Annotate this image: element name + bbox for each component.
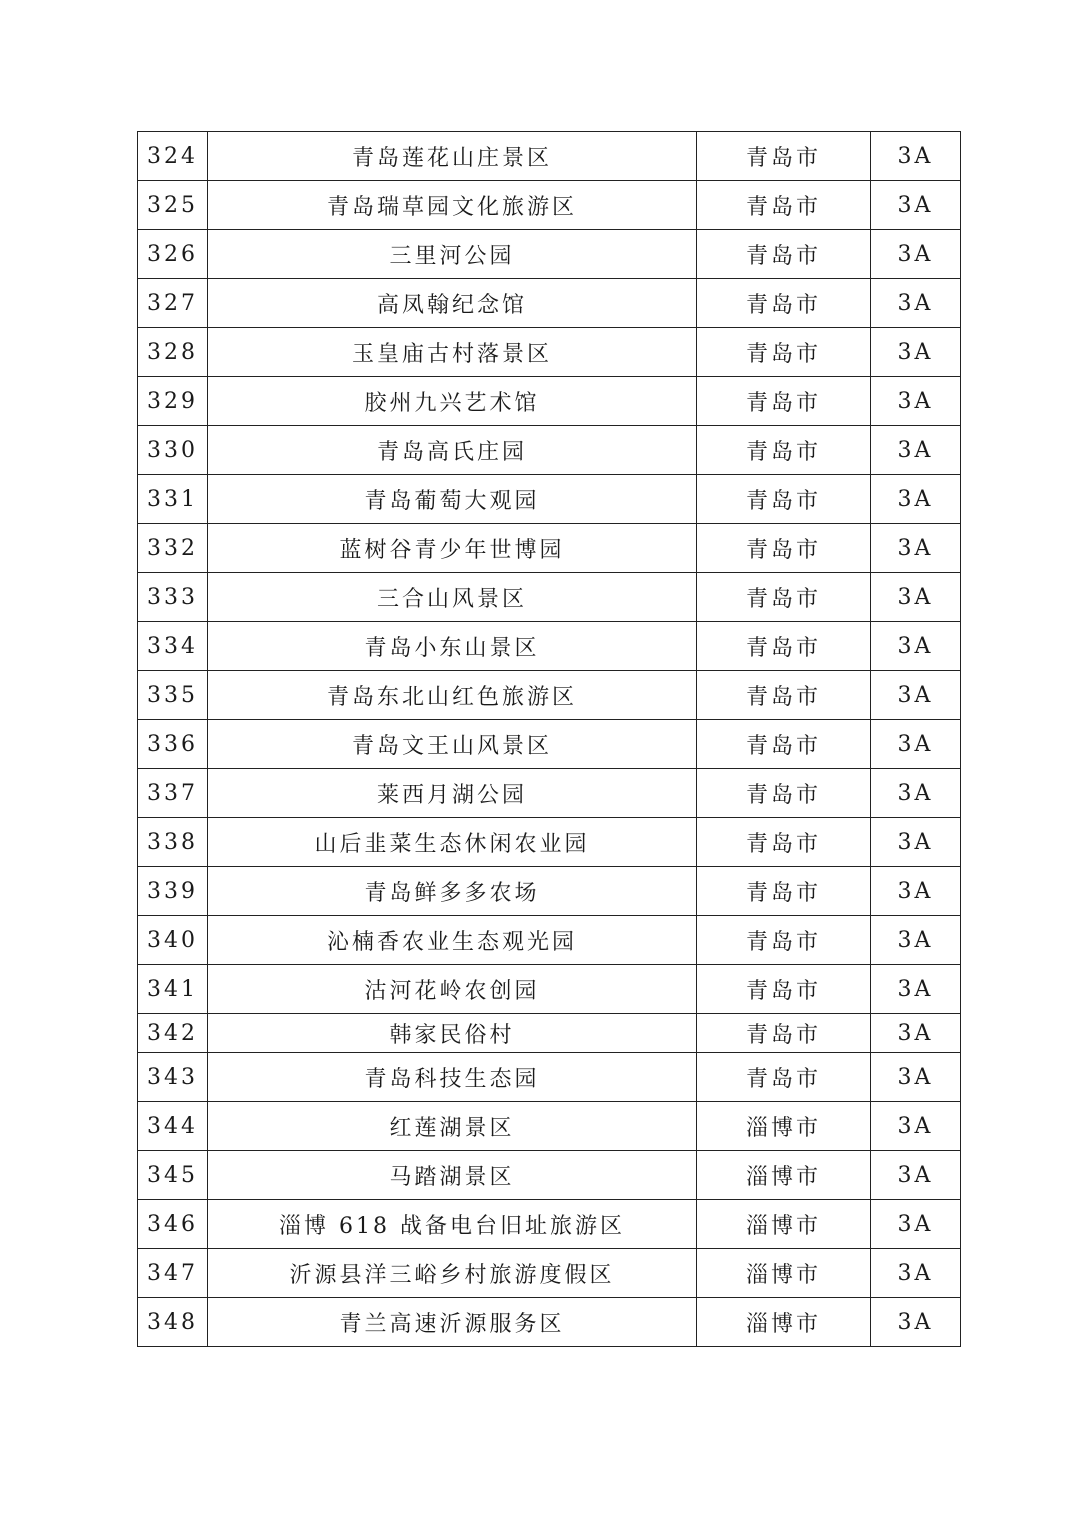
city-cell: 青岛市 bbox=[697, 1053, 871, 1102]
table-row bbox=[138, 1102, 961, 1151]
rating-level-cell: 3A bbox=[871, 769, 961, 818]
rating-level-cell: 3A bbox=[871, 867, 961, 916]
scenic-area-name-cell: 山后韭菜生态休闲农业园 bbox=[208, 818, 697, 867]
city-cell: 青岛市 bbox=[697, 1014, 871, 1053]
row-number-cell: 335 bbox=[138, 671, 208, 720]
row-number-cell: 325 bbox=[138, 181, 208, 230]
scenic-area-name-cell: 胶州九兴艺术馆 bbox=[208, 377, 697, 426]
scenic-area-name-cell: 青兰高速沂源服务区 bbox=[208, 1298, 697, 1347]
scenic-area-name-cell: 高凤翰纪念馆 bbox=[208, 279, 697, 328]
table-row bbox=[138, 1014, 961, 1053]
table-row bbox=[138, 1053, 961, 1102]
table-body bbox=[138, 132, 961, 1347]
rating-level-cell: 3A bbox=[871, 622, 961, 671]
scenic-area-table bbox=[137, 131, 961, 1347]
rating-level-cell: 3A bbox=[871, 1014, 961, 1053]
row-number-cell: 332 bbox=[138, 524, 208, 573]
scenic-area-name-cell: 青岛鲜多多农场 bbox=[208, 867, 697, 916]
scenic-area-name-cell: 红莲湖景区 bbox=[208, 1102, 697, 1151]
city-cell: 淄博市 bbox=[697, 1151, 871, 1200]
city-cell: 青岛市 bbox=[697, 426, 871, 475]
scenic-area-name-cell: 沂源县洋三峪乡村旅游度假区 bbox=[208, 1249, 697, 1298]
scenic-area-name-cell: 韩家民俗村 bbox=[208, 1014, 697, 1053]
row-number-cell: 334 bbox=[138, 622, 208, 671]
rating-level-cell: 3A bbox=[871, 671, 961, 720]
rating-level-cell: 3A bbox=[871, 818, 961, 867]
table-row bbox=[138, 279, 961, 328]
table-row bbox=[138, 867, 961, 916]
scenic-area-name-cell: 玉皇庙古村落景区 bbox=[208, 328, 697, 377]
rating-level-cell: 3A bbox=[871, 1151, 961, 1200]
scenic-area-name-cell: 莱西月湖公园 bbox=[208, 769, 697, 818]
rating-level-cell: 3A bbox=[871, 1298, 961, 1347]
table-row bbox=[138, 818, 961, 867]
row-number-cell: 338 bbox=[138, 818, 208, 867]
row-number-cell: 329 bbox=[138, 377, 208, 426]
row-number-cell: 326 bbox=[138, 230, 208, 279]
row-number-cell: 336 bbox=[138, 720, 208, 769]
table-row bbox=[138, 426, 961, 475]
scenic-area-name-cell: 青岛东北山红色旅游区 bbox=[208, 671, 697, 720]
scenic-area-name-cell: 淄博 618 战备电台旧址旅游区 bbox=[208, 1200, 697, 1249]
scenic-area-name-cell: 青岛高氏庄园 bbox=[208, 426, 697, 475]
table-row bbox=[138, 377, 961, 426]
scenic-area-name-cell: 青岛文王山风景区 bbox=[208, 720, 697, 769]
table-row bbox=[138, 720, 961, 769]
table-row bbox=[138, 622, 961, 671]
row-number-cell: 328 bbox=[138, 328, 208, 377]
scenic-area-name-cell: 蓝树谷青少年世博园 bbox=[208, 524, 697, 573]
scenic-area-name-cell: 三合山风景区 bbox=[208, 573, 697, 622]
table-row bbox=[138, 769, 961, 818]
row-number-cell: 346 bbox=[138, 1200, 208, 1249]
scenic-area-name-cell: 青岛瑞草园文化旅游区 bbox=[208, 181, 697, 230]
city-cell: 青岛市 bbox=[697, 965, 871, 1014]
rating-level-cell: 3A bbox=[871, 1200, 961, 1249]
scenic-area-name-cell: 青岛小东山景区 bbox=[208, 622, 697, 671]
city-cell: 青岛市 bbox=[697, 720, 871, 769]
city-cell: 青岛市 bbox=[697, 867, 871, 916]
city-cell: 青岛市 bbox=[697, 230, 871, 279]
rating-level-cell: 3A bbox=[871, 916, 961, 965]
row-number-cell: 324 bbox=[138, 132, 208, 181]
table-row bbox=[138, 132, 961, 181]
row-number-cell: 344 bbox=[138, 1102, 208, 1151]
rating-level-cell: 3A bbox=[871, 1249, 961, 1298]
city-cell: 青岛市 bbox=[697, 524, 871, 573]
table-row bbox=[138, 524, 961, 573]
rating-level-cell: 3A bbox=[871, 475, 961, 524]
city-cell: 青岛市 bbox=[697, 573, 871, 622]
table-row bbox=[138, 1298, 961, 1347]
city-cell: 青岛市 bbox=[697, 769, 871, 818]
rating-level-cell: 3A bbox=[871, 181, 961, 230]
city-cell: 淄博市 bbox=[697, 1102, 871, 1151]
city-cell: 青岛市 bbox=[697, 916, 871, 965]
city-cell: 青岛市 bbox=[697, 181, 871, 230]
scenic-area-name-cell: 三里河公园 bbox=[208, 230, 697, 279]
rating-level-cell: 3A bbox=[871, 1053, 961, 1102]
rating-level-cell: 3A bbox=[871, 230, 961, 279]
rating-level-cell: 3A bbox=[871, 720, 961, 769]
table-row bbox=[138, 916, 961, 965]
scenic-area-name-cell: 青岛科技生态园 bbox=[208, 1053, 697, 1102]
table-row bbox=[138, 573, 961, 622]
rating-level-cell: 3A bbox=[871, 573, 961, 622]
row-number-cell: 343 bbox=[138, 1053, 208, 1102]
city-cell: 青岛市 bbox=[697, 328, 871, 377]
row-number-cell: 342 bbox=[138, 1014, 208, 1053]
city-cell: 淄博市 bbox=[697, 1249, 871, 1298]
table-row bbox=[138, 230, 961, 279]
table-row bbox=[138, 965, 961, 1014]
table-row bbox=[138, 671, 961, 720]
table-row bbox=[138, 1151, 961, 1200]
rating-level-cell: 3A bbox=[871, 965, 961, 1014]
scenic-area-name-cell: 沁楠香农业生态观光园 bbox=[208, 916, 697, 965]
city-cell: 青岛市 bbox=[697, 622, 871, 671]
city-cell: 青岛市 bbox=[697, 475, 871, 524]
rating-level-cell: 3A bbox=[871, 524, 961, 573]
city-cell: 淄博市 bbox=[697, 1298, 871, 1347]
scenic-area-name-cell: 马踏湖景区 bbox=[208, 1151, 697, 1200]
scenic-area-name-cell: 青岛莲花山庄景区 bbox=[208, 132, 697, 181]
table-row bbox=[138, 328, 961, 377]
city-cell: 淄博市 bbox=[697, 1200, 871, 1249]
table-row bbox=[138, 475, 961, 524]
scenic-area-name-cell: 青岛葡萄大观园 bbox=[208, 475, 697, 524]
table-row bbox=[138, 181, 961, 230]
row-number-cell: 330 bbox=[138, 426, 208, 475]
rating-level-cell: 3A bbox=[871, 426, 961, 475]
row-number-cell: 347 bbox=[138, 1249, 208, 1298]
row-number-cell: 345 bbox=[138, 1151, 208, 1200]
row-number-cell: 333 bbox=[138, 573, 208, 622]
rating-level-cell: 3A bbox=[871, 1102, 961, 1151]
row-number-cell: 337 bbox=[138, 769, 208, 818]
city-cell: 青岛市 bbox=[697, 132, 871, 181]
row-number-cell: 348 bbox=[138, 1298, 208, 1347]
row-number-cell: 327 bbox=[138, 279, 208, 328]
row-number-cell: 331 bbox=[138, 475, 208, 524]
rating-level-cell: 3A bbox=[871, 279, 961, 328]
city-cell: 青岛市 bbox=[697, 818, 871, 867]
scenic-area-name-cell: 沽河花岭农创园 bbox=[208, 965, 697, 1014]
row-number-cell: 339 bbox=[138, 867, 208, 916]
table-row bbox=[138, 1200, 961, 1249]
row-number-cell: 341 bbox=[138, 965, 208, 1014]
city-cell: 青岛市 bbox=[697, 377, 871, 426]
table-row bbox=[138, 1249, 961, 1298]
rating-level-cell: 3A bbox=[871, 328, 961, 377]
rating-level-cell: 3A bbox=[871, 377, 961, 426]
rating-level-cell: 3A bbox=[871, 132, 961, 181]
city-cell: 青岛市 bbox=[697, 671, 871, 720]
city-cell: 青岛市 bbox=[697, 279, 871, 328]
row-number-cell: 340 bbox=[138, 916, 208, 965]
